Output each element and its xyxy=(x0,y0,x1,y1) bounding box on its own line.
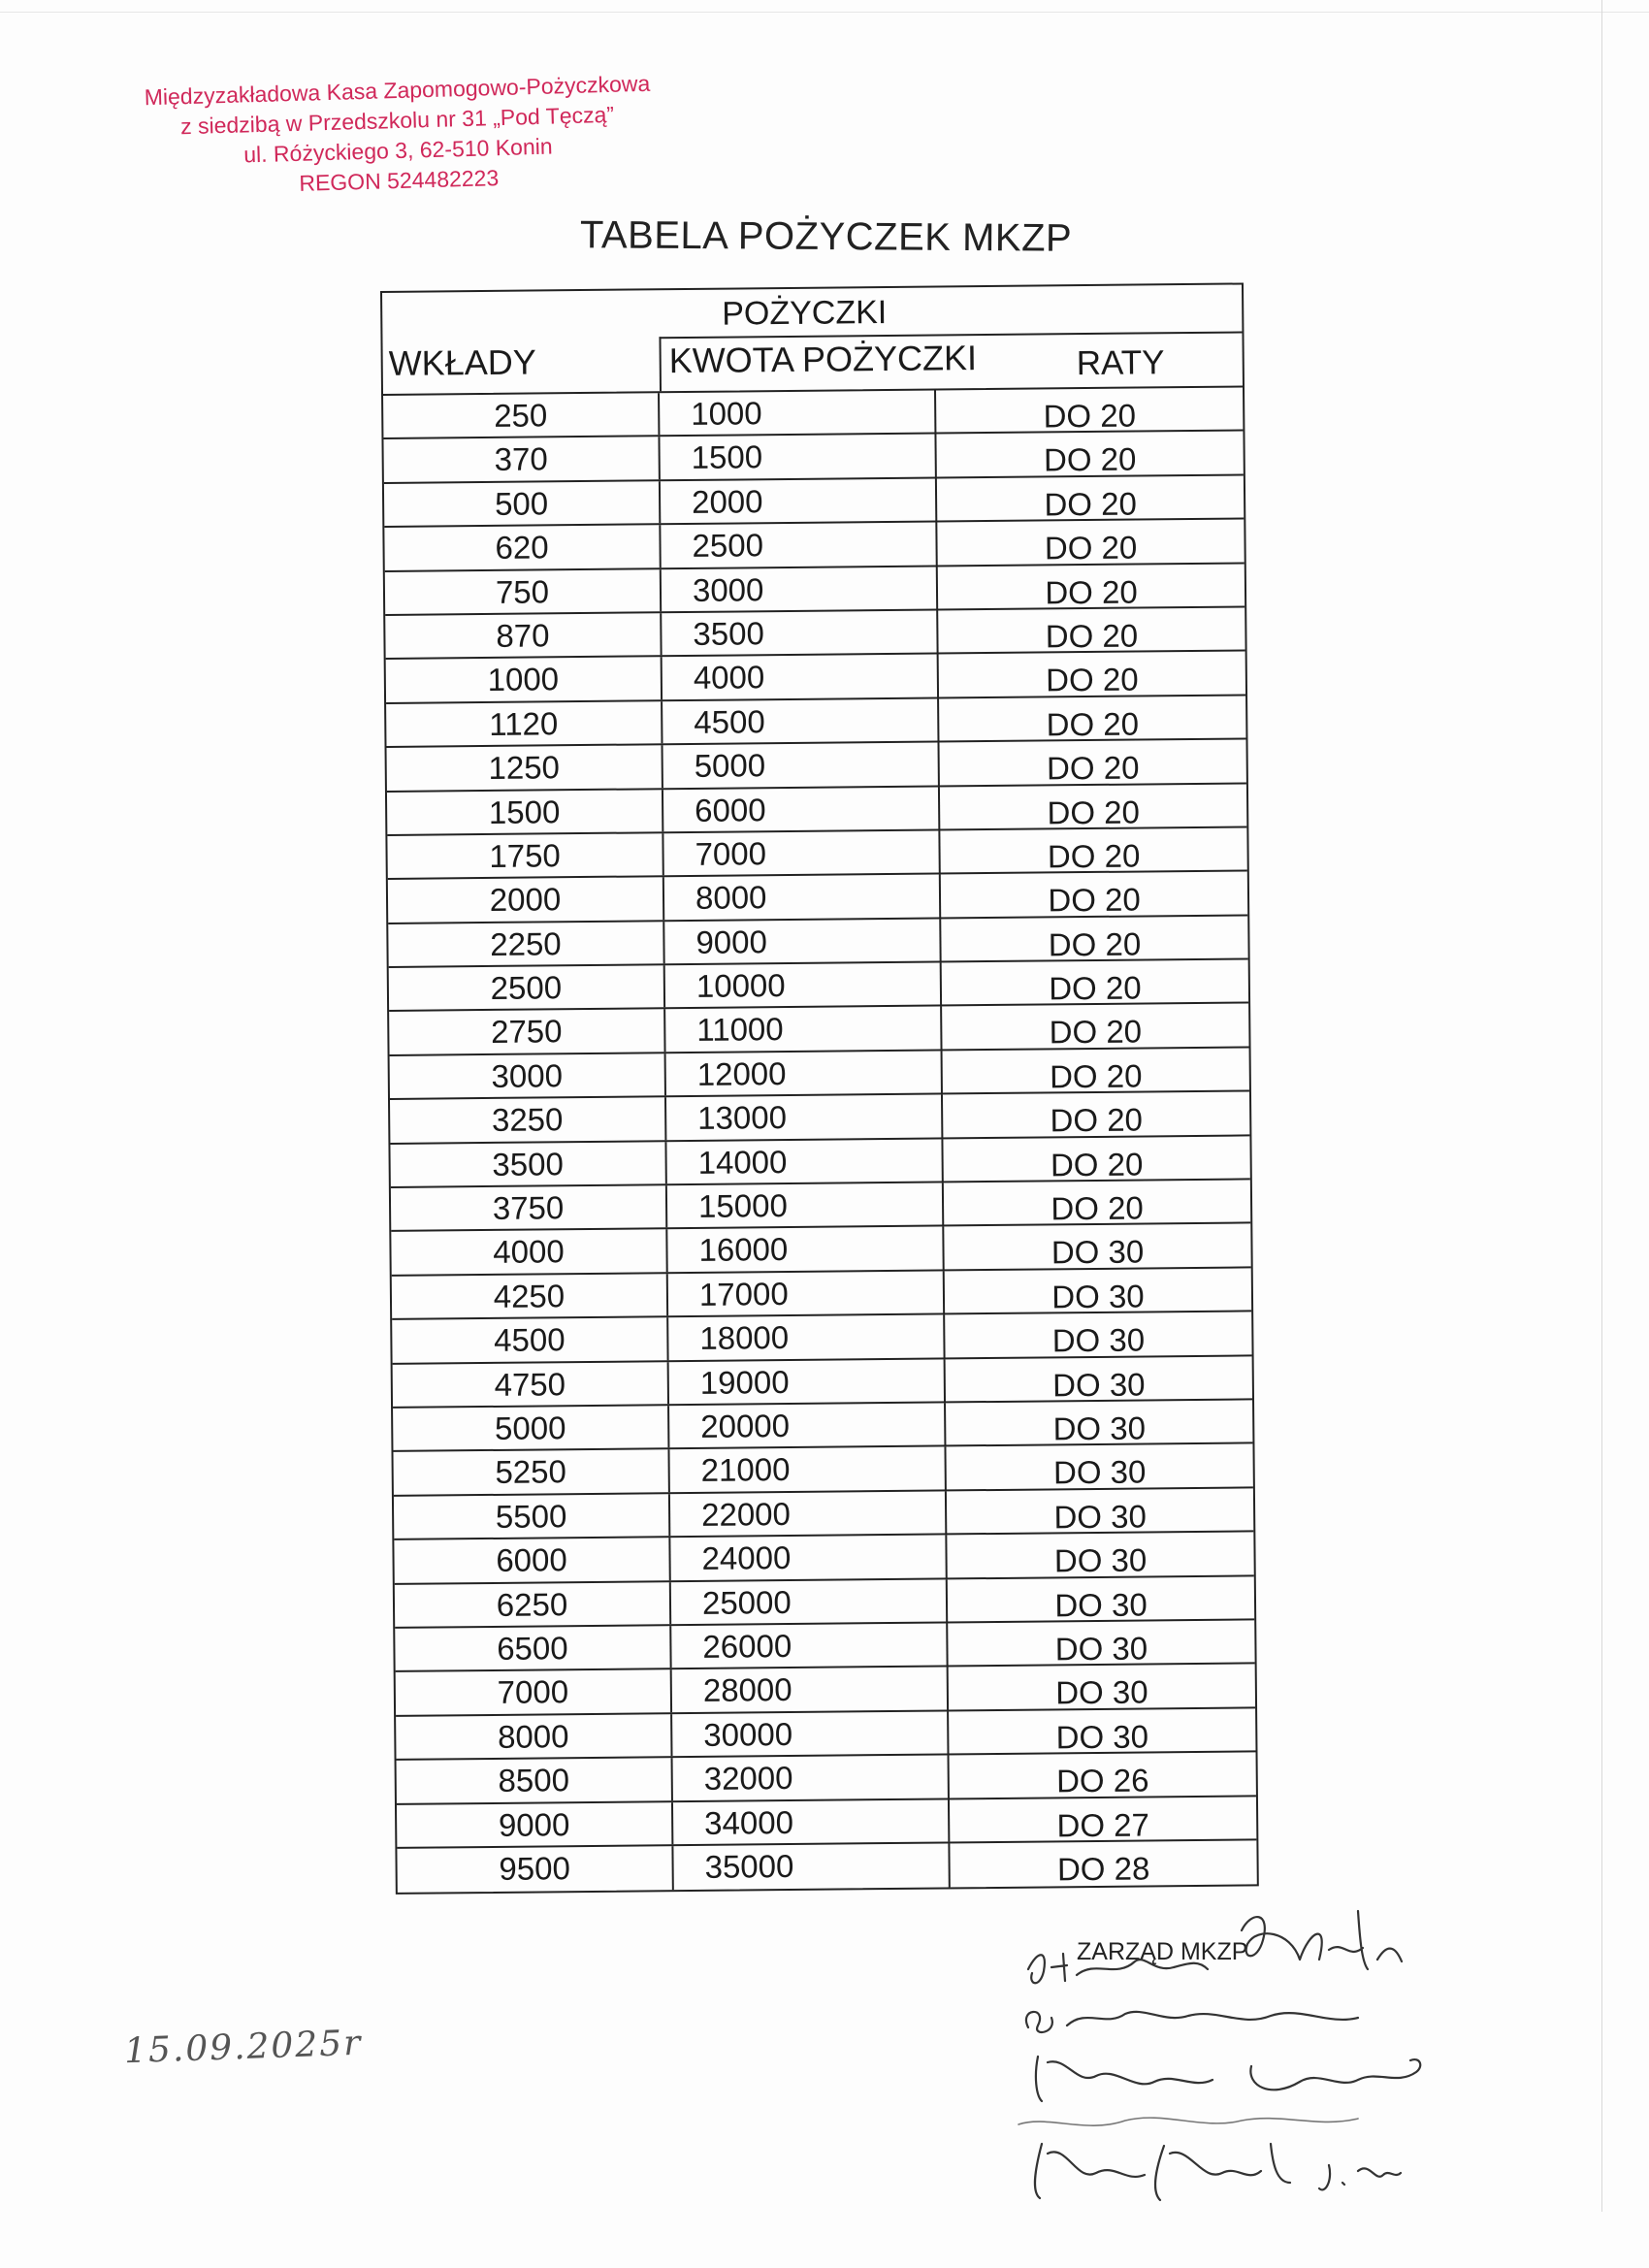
signature-1 xyxy=(1028,1954,1208,1983)
board-signatures xyxy=(1009,1892,1552,2221)
table-header xyxy=(380,282,1245,394)
cell-installments: DO 20 xyxy=(1048,925,1142,963)
cell-loan-amount: 21000 xyxy=(669,1447,946,1492)
cell-deposit: 8500 xyxy=(397,1758,673,1802)
cell-loan-amount: 25000 xyxy=(671,1579,948,1624)
scan-edge-top xyxy=(0,12,1649,13)
cell-loan-amount: 13000 xyxy=(666,1095,943,1140)
board-label: ZARZĄD MKZP xyxy=(1077,1938,1248,1965)
cell-loan-amount: 17000 xyxy=(668,1271,945,1315)
cell-deposit: 750 xyxy=(385,569,662,614)
organization-stamp xyxy=(144,69,651,203)
cell-loan-amount: 6000 xyxy=(663,787,940,831)
cell-loan-amount: 22000 xyxy=(670,1491,947,1536)
cell-deposit: 3500 xyxy=(390,1142,666,1186)
cell-deposit: 370 xyxy=(383,437,660,482)
cell-deposit: 1750 xyxy=(387,833,663,878)
handwritten-date: 15.09.2025r xyxy=(123,2023,363,2072)
cell-installments: DO 20 xyxy=(1047,794,1141,830)
cell-loan-amount: 11000 xyxy=(665,1007,942,1052)
signature-6 xyxy=(1035,2144,1290,2200)
cell-installments: DO 20 xyxy=(1046,749,1140,787)
cell-installments: DO 28 xyxy=(1056,1850,1150,1888)
cell-deposit: 2750 xyxy=(389,1010,665,1054)
cell-deposit: 1250 xyxy=(387,745,663,790)
header-loan-amount: KWOTA POŻYCZKI xyxy=(668,338,978,381)
cell-installments: DO 20 xyxy=(1047,837,1141,875)
cell-installments: DO 20 xyxy=(1046,705,1140,743)
cell-loan-amount: 2000 xyxy=(661,478,937,523)
cell-deposit: 6250 xyxy=(395,1582,671,1627)
cell-loan-amount: 35000 xyxy=(673,1843,950,1890)
cell-loan-amount: 34000 xyxy=(673,1799,950,1844)
cell-loan-amount: 3000 xyxy=(662,567,938,611)
cell-installments: DO 20 xyxy=(1048,881,1141,919)
stamp-line-regon: REGON 524482223 xyxy=(299,165,500,196)
cell-loan-amount: 3500 xyxy=(662,610,938,655)
cell-installments: DO 30 xyxy=(1054,1630,1148,1668)
cell-installments: DO 20 xyxy=(1044,529,1138,567)
cell-loan-amount: 32000 xyxy=(673,1756,950,1800)
cell-loan-amount: 15000 xyxy=(667,1183,944,1227)
cell-deposit: 6500 xyxy=(395,1626,671,1670)
cell-deposit: 3750 xyxy=(391,1185,667,1230)
cell-deposit: 7000 xyxy=(396,1670,672,1715)
cell-deposit: 4500 xyxy=(392,1317,668,1362)
stamp-line-address: ul. Różyckiego 3, 62-510 Konin xyxy=(242,133,553,168)
cell-deposit: 2500 xyxy=(389,965,665,1010)
cell-deposit: 4250 xyxy=(392,1274,668,1318)
stamp-line-name: Międzyzakładowa Kasa Zapomogowo-Pożyczkowa xyxy=(144,70,651,111)
cell-installments: DO 30 xyxy=(1052,1409,1147,1447)
cell-deposit: 870 xyxy=(385,613,662,658)
cell-loan-amount: 10000 xyxy=(665,963,942,1008)
cell-deposit: 9500 xyxy=(397,1846,673,1893)
loan-table xyxy=(380,282,1259,1900)
cell-deposit: 2000 xyxy=(388,878,664,923)
stamp-line-seat: z siedzibą w Przedszkolu nr 31 „Pod Tęczą” xyxy=(179,101,615,140)
scan-edge-right xyxy=(1601,0,1602,2212)
cell-installments: DO 20 xyxy=(1049,1013,1143,1051)
cell-installments: DO 30 xyxy=(1051,1321,1146,1359)
cell-installments: DO 30 xyxy=(1055,1718,1149,1756)
cell-installments: DO 20 xyxy=(1045,573,1138,610)
cell-deposit: 6000 xyxy=(394,1538,670,1582)
cell-loan-amount: 1000 xyxy=(660,391,936,436)
cell-loan-amount: 4000 xyxy=(663,655,939,699)
cell-installments: DO 30 xyxy=(1051,1233,1145,1271)
table-row xyxy=(397,1840,1256,1893)
cell-loan-amount: 5000 xyxy=(663,743,940,788)
table-body xyxy=(381,385,1259,1895)
cell-loan-amount: 16000 xyxy=(667,1227,944,1272)
cell-loan-amount: 28000 xyxy=(672,1668,949,1712)
cell-loan-amount: 8000 xyxy=(664,875,941,920)
cell-installments: DO 20 xyxy=(1049,1057,1143,1095)
cell-deposit: 620 xyxy=(384,525,661,569)
cell-loan-amount: 2500 xyxy=(661,523,937,567)
cell-installments: DO 20 xyxy=(1051,1189,1144,1227)
cell-loan-amount: 9000 xyxy=(664,919,941,963)
cell-installments: DO 30 xyxy=(1054,1586,1148,1623)
cell-loan-amount: 18000 xyxy=(668,1315,945,1360)
cell-installments: DO 20 xyxy=(1050,1101,1144,1139)
cell-installments: DO 20 xyxy=(1046,661,1139,698)
cell-installments: DO 20 xyxy=(1044,485,1138,523)
cell-installments: DO 20 xyxy=(1049,969,1142,1007)
cell-installments: DO 30 xyxy=(1055,1673,1148,1711)
cell-installments: DO 20 xyxy=(1050,1146,1144,1183)
cell-installments: DO 30 xyxy=(1052,1453,1147,1491)
document-title: TABELA POŻYCZEK MKZP xyxy=(579,213,1073,260)
cell-deposit: 8000 xyxy=(396,1714,672,1759)
cell-installments: DO 20 xyxy=(1045,617,1139,655)
cell-deposit: 1120 xyxy=(386,701,663,746)
signature-4 xyxy=(1036,2057,1420,2101)
cell-deposit: 3000 xyxy=(390,1053,666,1098)
cell-loan-amount: 20000 xyxy=(669,1403,946,1447)
cell-deposit: 1000 xyxy=(386,658,663,702)
header-loans-group: POŻYCZKI xyxy=(722,293,888,333)
header-deposits: WKŁADY xyxy=(388,341,536,383)
cell-deposit: 500 xyxy=(384,481,661,526)
cell-deposit: 1500 xyxy=(387,790,663,834)
header-column-divider xyxy=(659,337,662,391)
header-installments: RATY xyxy=(1076,343,1165,383)
cell-installments: DO 26 xyxy=(1055,1762,1149,1799)
cell-deposit: 9000 xyxy=(397,1802,673,1847)
cell-deposit: 5250 xyxy=(393,1450,669,1495)
cell-installments: DO 30 xyxy=(1053,1541,1148,1579)
cell-loan-amount: 12000 xyxy=(666,1051,943,1095)
cell-installments: DO 30 xyxy=(1051,1366,1146,1403)
cell-deposit: 5000 xyxy=(393,1406,669,1450)
signature-3 xyxy=(1026,2012,1358,2032)
cell-deposit: 3250 xyxy=(390,1097,666,1142)
cell-deposit: 4750 xyxy=(393,1362,669,1407)
cell-loan-amount: 19000 xyxy=(669,1359,946,1404)
cell-installments: DO 30 xyxy=(1051,1278,1145,1315)
cell-installments: DO 27 xyxy=(1056,1805,1150,1843)
cell-loan-amount: 7000 xyxy=(663,830,940,875)
signature-5 xyxy=(1018,2118,1358,2125)
cell-loan-amount: 24000 xyxy=(670,1536,947,1580)
cell-loan-amount: 1500 xyxy=(660,435,936,479)
cell-loan-amount: 30000 xyxy=(672,1711,949,1756)
cell-deposit: 5500 xyxy=(394,1494,670,1539)
cell-deposit: 250 xyxy=(383,393,660,437)
cell-installments: DO 20 xyxy=(1043,440,1137,478)
signature-2 xyxy=(1242,1911,1402,1969)
cell-installments: DO 20 xyxy=(1043,397,1137,435)
signature-7 xyxy=(1319,2165,1401,2189)
cell-loan-amount: 4500 xyxy=(663,698,939,743)
cell-loan-amount: 14000 xyxy=(666,1139,943,1183)
cell-deposit: 2250 xyxy=(388,922,664,966)
cell-installments: DO 30 xyxy=(1053,1498,1148,1536)
cell-loan-amount: 26000 xyxy=(671,1623,948,1668)
cell-deposit: 4000 xyxy=(391,1230,667,1275)
